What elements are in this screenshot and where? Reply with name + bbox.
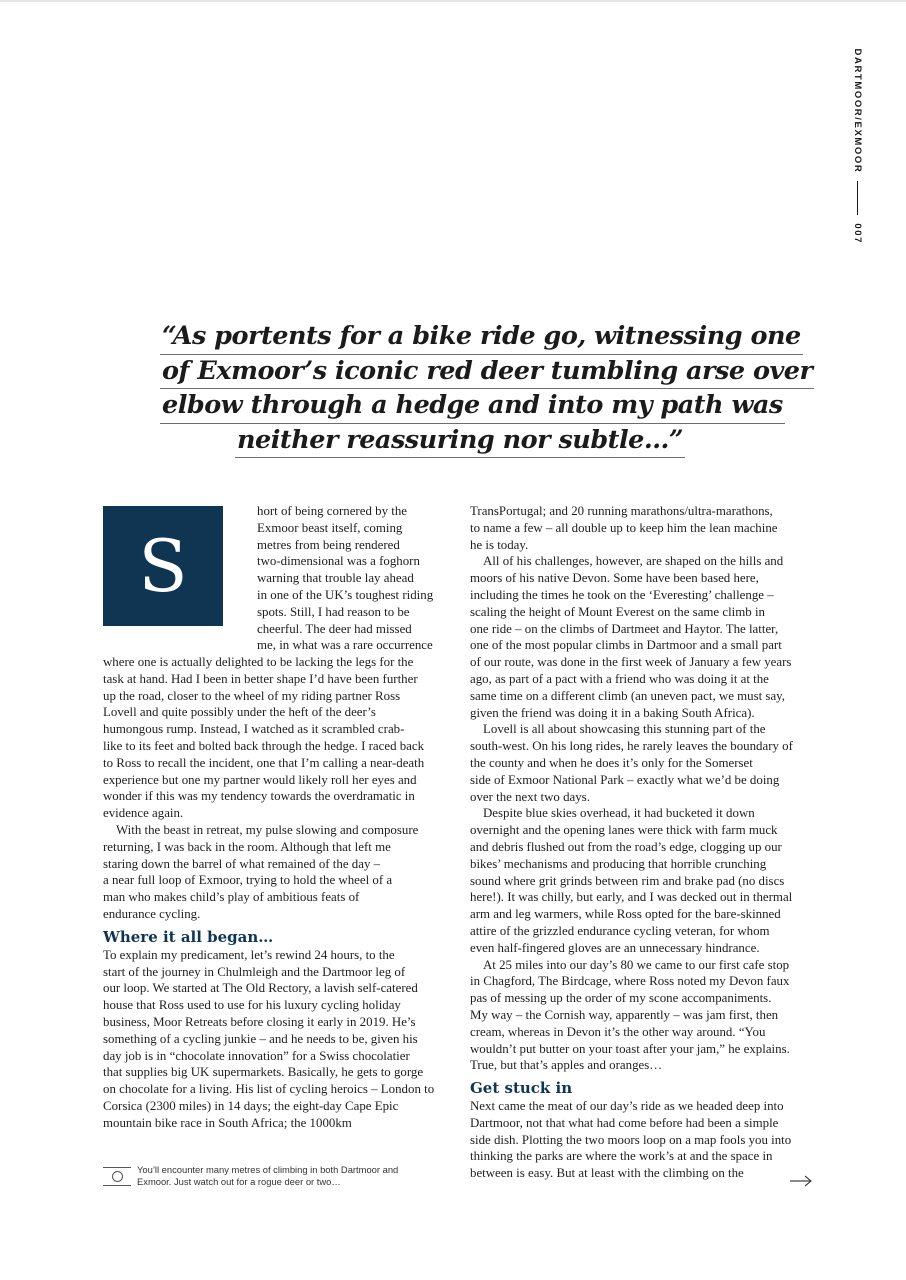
body-text-line: scaling the height of Mount Everest on the same climb in: [470, 604, 765, 619]
body-text-line: mountain bike race in South Africa; the 1000km: [103, 1115, 352, 1130]
body-text-line: task at hand. Had I been in better shape I’d have been further: [103, 671, 418, 686]
body-text-line: wonder if this was my tendency towards the overdramatic in: [103, 789, 415, 804]
body-text-line: one of the most popular climbs in Dartmoor and a small part: [470, 638, 782, 653]
body-text-line: moors of his native Devon. Some have been based here,: [470, 571, 759, 586]
page-number: 007: [852, 223, 864, 244]
body-text-line: overnight and the opening lanes were thick with farm muck: [470, 823, 778, 838]
body-text-line: sound where grit grinds between rim and brake pad (no discs: [470, 873, 785, 888]
body-text-line: up the road, closer to the wheel of my riding partner Ross: [103, 688, 401, 703]
body-text-line: hort of being cornered by the: [257, 504, 407, 518]
body-text-line: me, in what was a rare occurrence: [257, 638, 433, 653]
body-text-line: including the times he took on the ‘Everesting’ challenge –: [470, 587, 774, 602]
body-text-line: a near full loop of Exmoor, trying to hold the wheel of a: [103, 873, 393, 888]
body-text-line: house that Ross used to use for his luxury cycling holiday: [103, 998, 401, 1013]
body-text-line: between is easy. But at least with the climbing on the: [470, 1166, 744, 1181]
body-text-line: Dartmoor, not that what had come before had been a simple: [470, 1115, 779, 1130]
pull-quote: [160, 320, 813, 458]
running-head-divider: [858, 181, 859, 215]
body-text-line: south-west. On his long rides, he rarely leaves the boundary of: [470, 739, 793, 754]
body-text-line: something of a cycling junkie – and he needs to be, given his: [103, 1031, 418, 1046]
body-text-line: All of his challenges, however, are shaped on the hills and: [483, 554, 784, 569]
body-text-line: in one of the UK’s toughest riding: [257, 587, 434, 602]
body-text-line: side dish. Plotting the two moors loop on a map fools you into: [470, 1132, 792, 1147]
body-text-line: returning, I was back in the room. Although that left me: [103, 839, 391, 854]
body-text-line: side of Exmoor National Park – exactly what we’d be doing: [470, 772, 780, 787]
body-text-line: True, but that’s apples and oranges…: [470, 1058, 663, 1073]
body-column-left: [103, 654, 448, 1132]
body-text-line: that supplies big UK supermarkets. Basically, he gets to gorge: [103, 1065, 424, 1080]
body-text-line: of our route, was done in the first week of January a few years: [470, 655, 792, 670]
body-text-line: spots. Still, I had reason to be: [257, 604, 410, 619]
image-caption: [103, 1164, 453, 1188]
pull-quote-line: neither reassuring nor subtle…”: [235, 424, 685, 459]
body-text-line: like to its feet and bolted back through the hedge. I raced back: [103, 738, 425, 753]
body-text-line: With the beast in retreat, my pulse slowing and composure: [116, 822, 419, 837]
continue-arrow-icon: [789, 1174, 813, 1188]
body-text-line: evidence again.: [103, 806, 184, 821]
body-text-line: to name a few – all double up to keep him the lean machine: [470, 520, 778, 535]
caption-line: Exmoor. Just watch out for a rogue deer or two…: [137, 1176, 341, 1187]
body-text-line: thinking the parks are where the work’s at and the space in: [470, 1149, 773, 1164]
pull-quote-line: elbow through a hedge and into my path was: [160, 389, 785, 424]
body-text-line: two-dimensional was a foghorn: [257, 554, 420, 569]
pull-quote-line: of Exmoor’s iconic red deer tumbling arse over: [160, 355, 814, 390]
body-column-right: [470, 503, 815, 1182]
body-text-line: he is today.: [470, 537, 529, 552]
body-text-line: arm and leg warmers, while Ross opted for the bare-skinned: [470, 907, 781, 922]
body-text-line: and debris flushed out from the road’s edge, clogging up our: [470, 839, 782, 854]
body-text-line: Lovell and quite possibly under the heft of the deer’s: [103, 705, 376, 720]
body-text-line: our loop. We started at The Old Rectory, a lavish self-catered: [103, 981, 418, 996]
section-running-head: [852, 44, 872, 244]
body-text-line: TransPortugal; and 20 running marathons/ultra-marathons,: [470, 504, 773, 518]
body-text-line: endurance cycling.: [103, 906, 201, 921]
body-text-line: metres from being rendered: [257, 537, 400, 552]
top-rule: [0, 0, 906, 2]
section-heading: Get stuck in: [470, 1079, 573, 1098]
body-text-line: bikes’ mechanisms and producing that horrible crunching: [470, 856, 767, 871]
body-text-line: To explain my predicament, let’s rewind 24 hours, to the: [103, 947, 395, 962]
caption-line: You’ll encounter many metres of climbing in both Dartmoor and: [137, 1164, 399, 1175]
body-text-line: Exmoor beast itself, coming: [257, 520, 403, 535]
pull-quote-line: “As portents for a bike ride go, witnessing one: [160, 320, 803, 355]
body-text-line: on chocolate for a living. His list of cycling heroics – London to: [103, 1082, 435, 1097]
body-text-line: start of the journey in Chulmleigh and the Dartmoor leg of: [103, 964, 406, 979]
body-text-line: business, Moor Retreats before closing it early in 2019. He’s: [103, 1014, 416, 1029]
body-text-line: At 25 miles into our day’s 80 we came to our first cafe stop: [483, 957, 790, 972]
body-text-line: Despite blue skies overhead, it had bucketed it down: [483, 806, 755, 821]
body-text-line: Lovell is all about showcasing this stunning part of the: [483, 722, 766, 737]
body-text-line: warning that trouble lay ahead: [257, 571, 414, 586]
body-text-line: humongous rump. Instead, I watched as it scrambled crab-: [103, 722, 405, 737]
body-text-line: My way – the Cornish way, apparently – was jam first, then: [470, 1007, 779, 1022]
body-text-line: cream, whereas in Devon it’s the other way around. “You: [470, 1024, 766, 1039]
body-text-line: cheerful. The deer had missed: [257, 621, 412, 636]
body-text-line: wouldn’t put butter on your toast after your jam,” he explains.: [470, 1041, 790, 1056]
body-text-line: same time on a different climb (an uneven pact, we must say,: [470, 688, 786, 703]
body-text-line: ago, as part of a pact with a friend who was doing it at the: [470, 671, 769, 686]
body-text-line: to Ross to recall the incident, one that I’m calling a near-death: [103, 755, 425, 770]
caption-marker-icon: [103, 1166, 131, 1186]
body-text-line: the county and when he does it’s only for the Somerset: [470, 755, 753, 770]
body-text-line: Next came the meat of our day’s ride as we headed deep into: [470, 1099, 784, 1114]
section-heading: Where it all began…: [103, 927, 274, 946]
body-text-line: Corsica (2300 miles) in 14 days; the eight-day Cape Epic: [103, 1098, 399, 1113]
body-text-line: one ride – on the climbs of Dartmeet and Haytor. The latter,: [470, 621, 779, 636]
body-text-line: pas of messing up the order of my scone accompaniments.: [470, 991, 772, 1006]
body-text-line: staring down the barrel of what remained of the day –: [103, 856, 381, 871]
body-column-intro: [257, 503, 447, 654]
body-text-line: over the next two days.: [470, 789, 590, 804]
section-label: DARTMOOR/EXMOOR: [852, 48, 864, 174]
body-text-line: here!). It was chilly, but early, and I was decked out in thermal: [470, 890, 793, 905]
body-text-line: given the friend was doing it in a baking South Africa).: [470, 705, 755, 720]
body-text-line: attire of the grizzled endurance cycling veteran, for whom: [470, 923, 770, 938]
body-text-line: experience but one my partner would likely roll her eyes and: [103, 772, 417, 787]
body-text-line: day job is in “chocolate innovation” for a Swiss chocolatier: [103, 1048, 410, 1063]
drop-cap: S: [103, 506, 223, 626]
body-text-line: in Chagford, The Birdcage, where Ross noted my Devon faux: [470, 974, 790, 989]
body-text-line: even half-fingered gloves are an unnecessary hindrance.: [470, 940, 760, 955]
body-text-line: where one is actually delighted to be lacking the legs for the: [103, 655, 414, 669]
body-text-line: man who makes child’s play of ambitious feats of: [103, 890, 360, 905]
